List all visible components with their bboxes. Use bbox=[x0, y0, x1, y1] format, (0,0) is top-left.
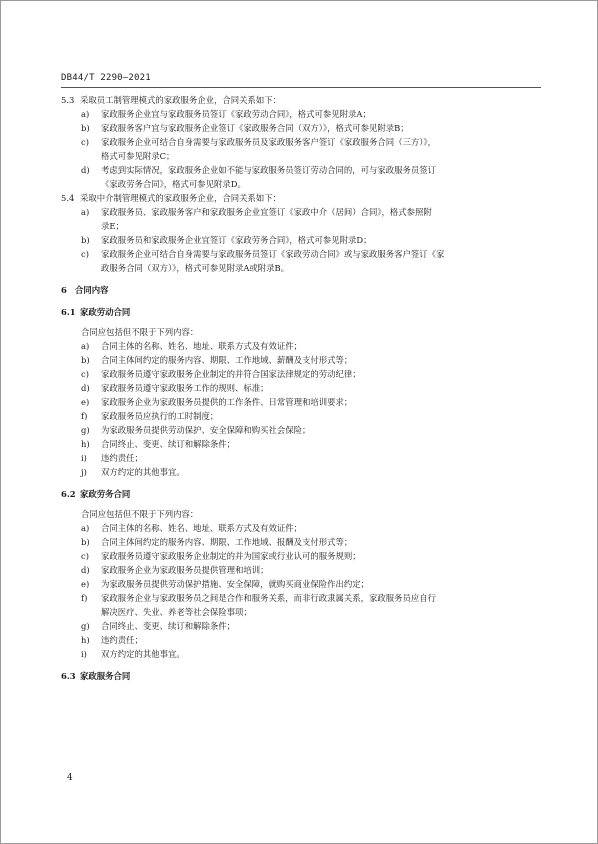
section-5-4-heading bbox=[61, 191, 551, 205]
list-item bbox=[61, 549, 551, 563]
list-item bbox=[61, 409, 551, 423]
intro-paragraph bbox=[61, 325, 551, 339]
list-text: 格式可参见附录C； bbox=[101, 151, 175, 161]
list-text: 为家政服务员提供劳动保护措施、安全保障，就购买商业保险作出约定； bbox=[101, 579, 369, 589]
list-text: 违约责任； bbox=[101, 453, 143, 463]
list-marker: a) bbox=[81, 207, 90, 217]
list-text: 合同主体的名称、姓名、地址、联系方式及有效证件； bbox=[101, 523, 302, 533]
list-marker: i) bbox=[81, 453, 87, 463]
list-text: 《家政劳务合同》，格式可参见附录D。 bbox=[101, 179, 246, 189]
list-marker: j) bbox=[81, 467, 87, 477]
list-text: 家政服务企业宜与家政服务员签订《家政劳动合同》，格式可参见附录A； bbox=[101, 109, 371, 119]
list-marker: a) bbox=[81, 523, 90, 533]
list-text: 家政服务员和家政服务企业宜签订《家政劳务合同》，格式可参见附录D； bbox=[101, 235, 372, 245]
list-text: 解决医疗、失业、养老等社会保险事项； bbox=[101, 607, 252, 617]
list-item bbox=[61, 395, 551, 409]
list-item bbox=[61, 205, 551, 219]
section-number: 6.1 bbox=[61, 307, 76, 317]
list-text: 合同终止、变更、续订和解除条件； bbox=[101, 621, 235, 631]
paragraph-text: 合同应包括但不限于下列内容： bbox=[81, 327, 199, 337]
list-item-continuation bbox=[61, 177, 551, 191]
list-marker: b) bbox=[81, 235, 90, 245]
section-6-3-heading bbox=[61, 669, 551, 683]
list-text: 录E； bbox=[101, 221, 124, 231]
list-text: 家政服务企业为家政服务员提供的工作条件、日常管理和培训要求； bbox=[101, 397, 353, 407]
list-marker: b) bbox=[81, 355, 90, 365]
list-item bbox=[61, 247, 551, 261]
list-item bbox=[61, 535, 551, 549]
document-id: DB44/T 2290—2021 bbox=[61, 73, 151, 83]
intro-paragraph bbox=[61, 507, 551, 521]
list-item bbox=[61, 647, 551, 661]
list-marker: d) bbox=[81, 383, 90, 393]
list-text: 合同主体的名称、姓名、地址、联系方式及有效证件； bbox=[101, 341, 302, 351]
header-rule bbox=[61, 87, 541, 88]
list-marker: b) bbox=[81, 123, 90, 133]
section-6-heading bbox=[61, 283, 551, 297]
section-text: 采取中介制管理模式的家政服务企业，合同关系如下： bbox=[80, 193, 281, 203]
section-number: 6.3 bbox=[61, 671, 76, 681]
list-item bbox=[61, 521, 551, 535]
list-text: 家政服务客户宜与家政服务企业签订《家政服务合同（双方）》，格式可参见附录B； bbox=[101, 123, 409, 133]
list-item bbox=[61, 591, 551, 605]
list-item bbox=[61, 437, 551, 451]
list-text: 家政服务企业可结合自身需要与家政服务员签订《家政劳动合同》或与家政服务客户签订《家 bbox=[101, 249, 445, 259]
list-text: 政服务合同（双方）》，格式可参见附录A或附录B。 bbox=[101, 263, 290, 273]
section-number: 5.4 bbox=[61, 193, 75, 203]
list-marker: c) bbox=[81, 369, 89, 379]
list-item-continuation bbox=[61, 149, 551, 163]
list-marker: d) bbox=[81, 165, 90, 175]
list-marker: a) bbox=[81, 341, 90, 351]
list-marker: c) bbox=[81, 249, 89, 259]
list-text: 双方约定的其他事宜。 bbox=[101, 467, 185, 477]
list-text: 家政服务员遵守家政服务企业制定的并符合国家法律规定的劳动纪律； bbox=[101, 369, 361, 379]
list-marker: c) bbox=[81, 137, 89, 147]
section-text: 合同内容 bbox=[75, 285, 109, 295]
list-item bbox=[61, 233, 551, 247]
list-item bbox=[61, 633, 551, 647]
list-text: 违约责任； bbox=[101, 635, 143, 645]
list-marker: h) bbox=[81, 439, 90, 449]
list-text: 为家政服务员提供劳动保护、安全保障和购买社会保险； bbox=[101, 425, 311, 435]
list-marker: e) bbox=[81, 579, 90, 589]
list-item bbox=[61, 163, 551, 177]
list-text: 家政服务员、家政服务客户和家政服务企业宜签订《家政中介（居间）合同》，格式参照附 bbox=[101, 207, 432, 217]
list-marker: g) bbox=[81, 425, 90, 435]
document-body bbox=[61, 93, 551, 683]
list-item bbox=[61, 563, 551, 577]
section-number: 5.3 bbox=[61, 95, 75, 105]
list-text: 家政服务员遵守家政服务工作的规则、标准； bbox=[101, 383, 269, 393]
list-item-continuation bbox=[61, 219, 551, 233]
list-marker: g) bbox=[81, 621, 90, 631]
list-text: 家政服务员应执行的工时制度； bbox=[101, 411, 219, 421]
list-marker: i) bbox=[81, 649, 87, 659]
section-text: 家政劳动合同 bbox=[80, 307, 131, 317]
list-item bbox=[61, 339, 551, 353]
list-text: 家政服务企业可结合自身需要与家政服务员及家政服务客户签订《家政服务合同（三方）》， bbox=[101, 137, 436, 147]
list-text: 家政服务企业与家政服务员之间是合作和服务关系，而非行政隶属关系，家政服务员应自行 bbox=[101, 593, 436, 603]
list-item bbox=[61, 135, 551, 149]
list-text: 双方约定的其他事宜。 bbox=[101, 649, 185, 659]
list-item bbox=[61, 121, 551, 135]
section-text: 家政服务合同 bbox=[80, 671, 131, 681]
list-marker: a) bbox=[81, 109, 90, 119]
list-marker: b) bbox=[81, 537, 90, 547]
list-text: 家政服务员遵守家政服务企业制定的并为国家或行业认可的服务规则； bbox=[101, 551, 361, 561]
list-text: 家政服务企业为家政服务员提供管理和培训； bbox=[101, 565, 269, 575]
list-text: 合同主体间约定的服务内容、期限、工作地域、报酬及支付形式等； bbox=[101, 537, 353, 547]
section-number: 6 bbox=[61, 285, 67, 295]
section-number: 6.2 bbox=[61, 489, 76, 499]
list-item bbox=[61, 353, 551, 367]
list-item bbox=[61, 423, 551, 437]
list-item bbox=[61, 619, 551, 633]
list-item-continuation bbox=[61, 605, 551, 619]
paragraph-text: 合同应包括但不限于下列内容： bbox=[81, 509, 199, 519]
list-marker: d) bbox=[81, 565, 90, 575]
section-6-1-heading bbox=[61, 305, 551, 319]
list-item bbox=[61, 107, 551, 121]
list-marker: f) bbox=[81, 593, 88, 603]
list-item bbox=[61, 367, 551, 381]
section-6-2-heading bbox=[61, 487, 551, 501]
section-text: 采取员工制管理模式的家政服务企业，合同关系如下： bbox=[80, 95, 281, 105]
page-number: 4 bbox=[67, 773, 73, 783]
section-5-3-heading bbox=[61, 93, 551, 107]
section-text: 家政劳务合同 bbox=[80, 489, 131, 499]
list-marker: c) bbox=[81, 551, 89, 561]
list-text: 合同终止、变更、续订和解除条件； bbox=[101, 439, 235, 449]
list-marker: h) bbox=[81, 635, 90, 645]
list-marker: f) bbox=[81, 411, 88, 421]
list-item bbox=[61, 451, 551, 465]
list-item bbox=[61, 381, 551, 395]
list-item-continuation bbox=[61, 261, 551, 275]
list-marker: e) bbox=[81, 397, 90, 407]
list-item bbox=[61, 465, 551, 479]
list-text: 考虑到实际情况，家政服务企业如不能与家政服务员签订劳动合同的，可与家政服务员签订 bbox=[101, 165, 436, 175]
list-text: 合同主体间约定的服务内容、期限、工作地域、薪酬及支付形式等； bbox=[101, 355, 353, 365]
list-item bbox=[61, 577, 551, 591]
